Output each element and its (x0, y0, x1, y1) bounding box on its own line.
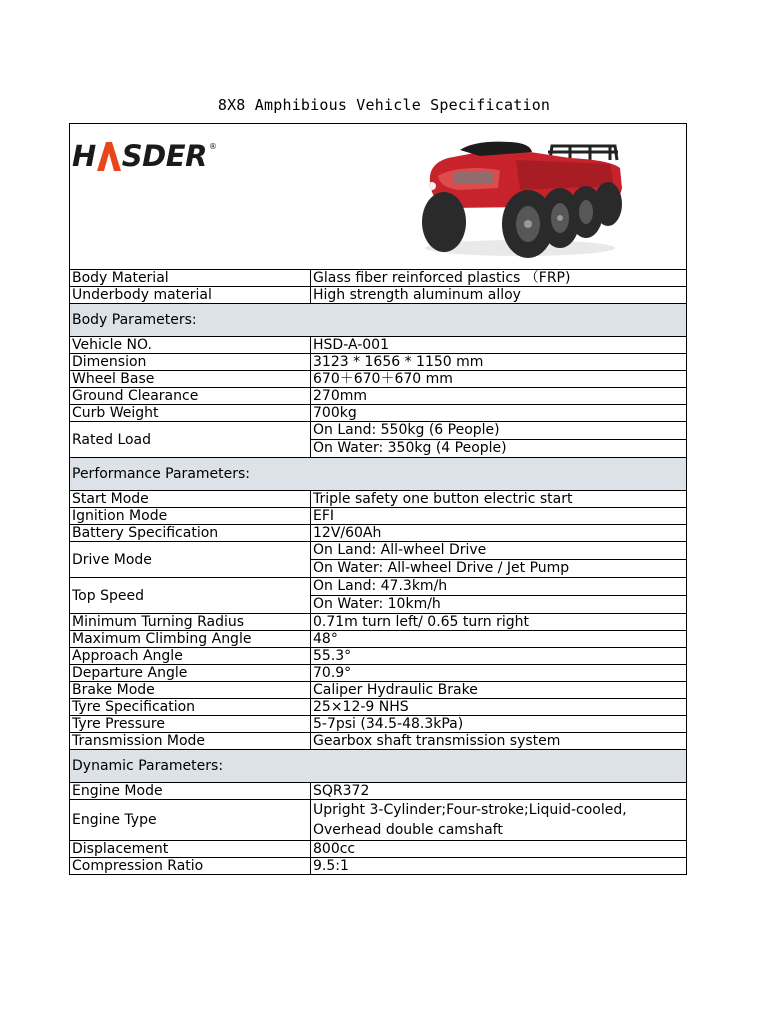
spec-key: Start Mode (70, 491, 311, 508)
spec-row-compression-ratio (70, 858, 686, 875)
spec-value: 270mm (311, 388, 687, 405)
spec-value: Triple safety one button electric start (311, 491, 687, 508)
spec-value: 0.71m turn left/ 0.65 turn right (311, 614, 687, 631)
brand-logo (72, 138, 216, 174)
spec-row-start-mode (70, 491, 686, 508)
logo-letter-h: H (72, 139, 96, 173)
spec-row-top-speed (70, 578, 686, 614)
spec-value-line: On Land: 47.3km/h (311, 578, 686, 596)
logo-letter-s: S (121, 139, 143, 173)
spec-value: HSD-A-001 (311, 337, 687, 354)
spec-value: 5-7psi (34.5-48.3kPa) (311, 716, 687, 733)
spec-key: Rated Load (70, 422, 311, 458)
spec-value-line: On Water: 350kg (4 People) (313, 440, 507, 456)
logo-letter-d: D (142, 139, 166, 173)
registered-mark: ® (208, 141, 217, 151)
spec-value: Caliper Hydraulic Brake (311, 682, 687, 699)
spec-value: 670＋670＋670 mm (311, 371, 687, 388)
spec-value-line: On Water: All-wheel Drive / Jet Pump (313, 560, 570, 576)
spec-key: Displacement (70, 841, 311, 858)
spec-row-engine-type (70, 800, 686, 841)
spec-key: Brake Mode (70, 682, 311, 699)
spec-value: 700kg (311, 405, 687, 422)
header-banner (70, 124, 686, 270)
spec-value: 55.3° (311, 648, 687, 665)
spec-row-approach-angle (70, 648, 686, 665)
spec-row-wheel-base (70, 371, 686, 388)
spec-value: Glass fiber reinforced plastics （FRP) (311, 270, 687, 287)
spec-row-rated-load (70, 422, 686, 458)
amphibious-vehicle-image (420, 130, 630, 260)
section-header (70, 304, 686, 337)
spec-value: 12V/60Ah (311, 525, 687, 542)
spec-value: 800cc (311, 841, 687, 858)
spec-key: Ignition Mode (70, 508, 311, 525)
spec-value-line: On Land: 550kg (6 People) (311, 422, 686, 440)
spec-table (70, 270, 686, 874)
spec-row-departure-angle (70, 665, 686, 682)
spec-key: Compression Ratio (70, 858, 311, 875)
spec-value (311, 542, 687, 578)
spec-key: Transmission Mode (70, 733, 311, 750)
section-title: Dynamic Parameters: (70, 750, 686, 783)
spec-key: Battery Specification (70, 525, 311, 542)
section-header (70, 750, 686, 783)
spec-key: Curb Weight (70, 405, 311, 422)
spec-value-line: On Land: All-wheel Drive (311, 542, 686, 560)
logo-letter-e: E (165, 139, 186, 173)
spec-value: 70.9° (311, 665, 687, 682)
spec-row-tyre-specification (70, 699, 686, 716)
spec-value (311, 422, 687, 458)
spec-key: Top Speed (70, 578, 311, 614)
spec-row-underbody-material (70, 287, 686, 304)
section-title: Performance Parameters: (70, 458, 686, 491)
spec-key: Maximum Climbing Angle (70, 631, 311, 648)
spec-key: Underbody material (70, 287, 311, 304)
spec-key: Vehicle NO. (70, 337, 311, 354)
spec-value: Upright 3-Cylinder;Four-stroke;Liquid-cooled, Overhead double camshaft (311, 800, 687, 841)
spec-key: Engine Mode (70, 783, 311, 800)
spec-row-tyre-pressure (70, 716, 686, 733)
spec-value: Gearbox shaft transmission system (311, 733, 687, 750)
spec-row-ground-clearance (70, 388, 686, 405)
spec-key: Departure Angle (70, 665, 311, 682)
spec-sheet (69, 123, 687, 875)
spec-value: SQR372 (311, 783, 687, 800)
spec-key: Engine Type (70, 800, 311, 841)
spec-key: Tyre Specification (70, 699, 311, 716)
spec-value-line: On Water: 10km/h (313, 596, 441, 612)
logo-a-mark-icon (97, 142, 121, 171)
logo-letter-r: R (185, 139, 207, 173)
section-title: Body Parameters: (70, 304, 686, 337)
spec-value: 48° (311, 631, 687, 648)
spec-row-dimension (70, 354, 686, 371)
spec-key: Minimum Turning Radius (70, 614, 311, 631)
spec-row-maximum-climbing-angle (70, 631, 686, 648)
spec-row-displacement (70, 841, 686, 858)
spec-row-battery-specification (70, 525, 686, 542)
spec-row-drive-mode (70, 542, 686, 578)
spec-row-vehicle-no (70, 337, 686, 354)
spec-value: High strength aluminum alloy (311, 287, 687, 304)
spec-row-minimum-turning-radius (70, 614, 686, 631)
spec-value (311, 578, 687, 614)
spec-row-ignition-mode (70, 508, 686, 525)
spec-key: Ground Clearance (70, 388, 311, 405)
spec-key: Wheel Base (70, 371, 311, 388)
spec-row-brake-mode (70, 682, 686, 699)
spec-value: 9.5:1 (311, 858, 687, 875)
spec-value: 25×12-9 NHS (311, 699, 687, 716)
spec-row-body-material (70, 270, 686, 287)
spec-key: Drive Mode (70, 542, 311, 578)
section-header (70, 458, 686, 491)
spec-value: 3123 * 1656 * 1150 mm (311, 354, 687, 371)
spec-key: Tyre Pressure (70, 716, 311, 733)
spec-key: Approach Angle (70, 648, 311, 665)
spec-key: Dimension (70, 354, 311, 371)
spec-row-curb-weight (70, 405, 686, 422)
spec-value: EFI (311, 508, 687, 525)
document-title: 8X8 Amphibious Vehicle Specification (217, 96, 551, 114)
spec-row-transmission-mode (70, 733, 686, 750)
spec-key: Body Material (70, 270, 311, 287)
spec-row-engine-mode (70, 783, 686, 800)
